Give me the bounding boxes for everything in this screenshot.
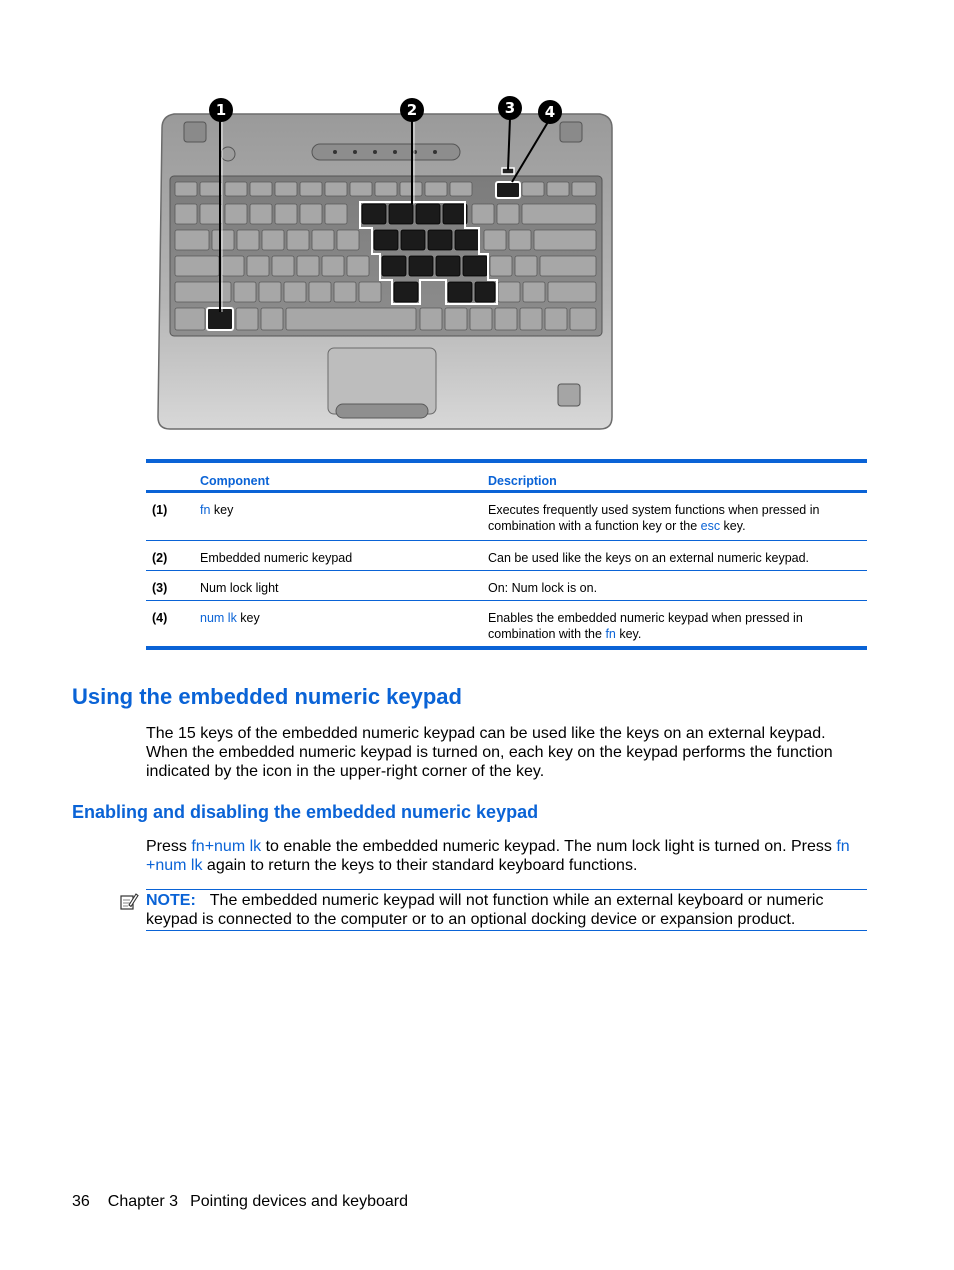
note-label: NOTE: [146,892,196,909]
row-component: Embedded numeric keypad [200,551,353,565]
note-pencil-icon [119,892,139,912]
row-description-text-end: key. [720,519,746,533]
callout-3: 3 [504,99,516,117]
table-row [146,601,867,647]
section-heading: Using the embedded numeric keypad [72,684,462,709]
row-description [488,610,863,642]
row-component-text: key [236,611,260,625]
intro-paragraph: The 15 keys of the embedded numeric keypad can be used like the keys on an external keypad. When the embedded numeric keypad is turned on, each key on the keypad performs the function indicated by the icon in the upper-right corner of the key. [146,725,833,780]
press-text-1: Press [146,838,192,855]
row-component-text: key [210,503,234,517]
row-description-text: Executes frequently used system functions when pressed in combination with a function key or the [488,503,820,533]
row-component [200,502,480,518]
press-paragraph [146,837,858,875]
callout-2: 2 [406,101,418,119]
callout-1: 1 [215,101,227,119]
note-box [146,889,867,931]
num-lk-link[interactable]: num lk [200,611,237,625]
footer-title: Pointing devices and keyboard [190,1193,408,1210]
fn-link[interactable]: fn [605,627,616,641]
callout-4: 4 [544,103,556,121]
page-footer [72,1193,408,1211]
components-table [146,459,867,650]
row-component [200,610,480,626]
fn-num-lk-link-2[interactable]: fn +num lk [146,838,850,874]
sub-heading: Enabling and disabling the embedded numeric keypad [72,802,539,822]
row-description-text: Enables the embedded numeric keypad when pressed in combination with the [488,611,803,641]
esc-link[interactable]: esc [700,519,721,533]
fn-link[interactable]: fn [200,503,211,517]
fn-num-lk-link[interactable]: fn+num lk [191,838,262,855]
row-description: Can be used like the keys on an external numeric keypad. [488,551,810,565]
row-number: (2) [152,551,168,565]
keyboard-illustration [150,92,620,437]
page-number: 36 [72,1193,90,1210]
header-description: Description [488,474,557,488]
header-component: Component [200,474,270,488]
row-number: (4) [152,611,168,625]
table-row [146,493,867,541]
press-text-2: to enable the embedded numeric keypad. The num lock light is turned on. Press [261,838,837,855]
press-text-3: again to return the keys to their standard keyboard functions. [202,857,638,874]
table-row [146,571,867,601]
table-row [146,541,867,571]
row-description [488,502,863,534]
row-component: Num lock light [200,581,279,595]
row-description: On: Num lock is on. [488,581,598,595]
row-number: (1) [152,503,168,517]
row-number: (3) [152,581,168,595]
note-text: The embedded numeric keypad will not function while an external keyboard or numeric keypad is connected to the computer or to an optional docking device or expansion product. [146,892,824,928]
table-header [146,463,867,493]
footer-chapter: Chapter 3 [107,1193,179,1210]
row-description-text-end: key. [615,627,642,641]
